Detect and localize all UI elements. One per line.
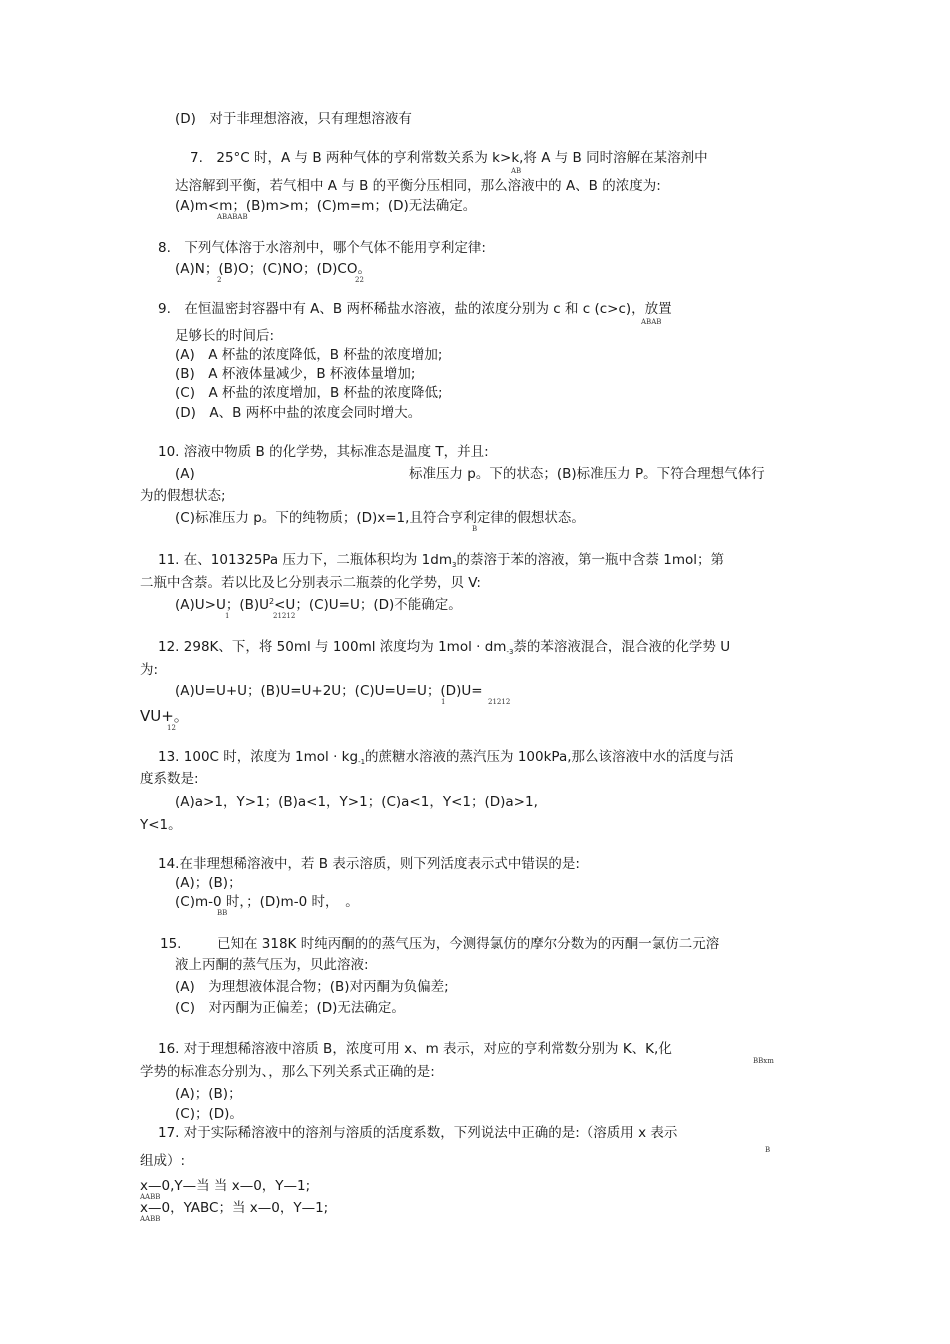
q17-option-1-subscript: AABB	[140, 1193, 161, 1201]
q14-subscript: BB	[217, 909, 228, 917]
q12-stem: 12. 298K、下，将 50ml 与 100ml 浓度均为 $1mol \cdot dm_{-3}$萘的苯溶液混合，混合液的化学势 U	[158, 639, 731, 656]
q16-subscript: BBxm	[753, 1057, 774, 1065]
q7-options-subscript: ABABAB	[217, 213, 248, 221]
q9-stem-cont: 足够长的时间后:	[175, 328, 275, 344]
q12-options-cont: VU+。	[140, 707, 189, 725]
q11-stem-cont: 二瓶中含萘。若以比及匕分别表示二瓶萘的化学势，贝 V:	[140, 575, 481, 591]
q8-stem: 8. 下列气体溶于水溶剂中，哪个气体不能用亨利定律:	[158, 240, 486, 256]
q10-options-cd: (C)标准压力 p。下的纯物质；(D)x=1,且符合亨利定律的假想状态。	[175, 510, 585, 526]
q7-subscript: AB	[511, 167, 522, 175]
q10-options-cont: 为的假想状态;	[140, 488, 226, 504]
q10-options-ab: 标准压力 p。下的状态；(B)标准压力 P。下符合理想气体行	[409, 466, 765, 482]
q7-stem-cont: 达溶解到平衡，若气相中 A 与 B 的平衡分压相同，那么溶液中的 A、B 的浓度为:	[175, 178, 661, 194]
q11-subscript-2: 21212	[273, 612, 296, 620]
q15-number: 15.	[160, 936, 182, 952]
q13-stem: 13. 100C 时，浓度为 $1mol \cdot kg_{-1}$的蔗糖水溶液的蒸汽压为 100kPa,那么该溶液中水的活度与活	[158, 749, 734, 766]
q13-options: (A)a>1，Y>1；(B)a<1，Y>1；(C)a<1，Y<1；(D)a>1,	[175, 794, 538, 810]
q17-subscript: B	[765, 1146, 771, 1154]
q8-subscript-2: 22	[355, 276, 364, 284]
q11-subscript-1: 1	[225, 612, 230, 620]
q10-subscript: B	[472, 525, 478, 533]
q12-subscript-1: 1	[441, 698, 446, 706]
q17-stem: 17. 对于实际稀溶液中的溶剂与溶质的活度系数，下列说法中正确的是:（溶质用 x 表示	[158, 1125, 678, 1141]
q6-option-d: (D) 对于非理想溶液，只有理想溶液有	[175, 111, 412, 127]
q7-stem: 7. 25°C 时，A 与 B 两种气体的亨利常数关系为 k>k,将 A 与 B 同时溶解在某溶剂中	[190, 150, 708, 166]
q16-options-cd: (C)；(D)。	[175, 1106, 243, 1122]
q15-stem-cont: 液上丙酮的蒸气压为，贝此溶液:	[175, 957, 369, 973]
q8-options: (A)N；(B)O；(C)NO；(D)CO。	[175, 261, 371, 277]
q13-options-cont: Y<1。	[140, 817, 182, 833]
q15-options-ab: (A) 为理想液体混合物；(B)对丙酮为负偏差;	[175, 979, 449, 995]
q16-stem-cont: 学势的标准态分别为、，那么下列关系式正确的是:	[140, 1064, 435, 1080]
q10-option-a: (A)	[175, 466, 195, 482]
q7-options: (A)m<m；(B)m>m；(C)m=m；(D)无法确定。	[175, 198, 477, 214]
q9-option-d: (D) A、B 两杯中盐的浓度会同时增大。	[175, 405, 422, 421]
q12-cont-subscript: 12	[167, 724, 176, 732]
q16-options-ab: (A)；(B)；	[175, 1086, 242, 1102]
q9-option-a: (A) A 杯盐的浓度降低，B 杯盐的浓度增加;	[175, 347, 443, 363]
q9-option-c: (C) A 杯盐的浓度增加，B 杯盐的浓度降低;	[175, 385, 443, 401]
q15-options-cd: (C) 对丙酮为正偏差；(D)无法确定。	[175, 1000, 405, 1016]
q8-subscript-1: 2	[217, 276, 222, 284]
q9-subscript: ABAB	[641, 318, 662, 326]
q11-options: (A)U>U；$(B)U^2<U$；(C)U=U；(D)不能确定。	[175, 597, 462, 613]
q15-stem: 已知在 318K 时纯丙酮的的蒸气压为，今测得氯仿的摩尔分数为的丙酮一氯仿二元溶	[217, 936, 720, 952]
q13-stem-cont: 度系数是:	[140, 771, 199, 787]
q9-stem: 9. 在恒温密封容器中有 A、B 两杯稀盐水溶液，盐的浓度分别为 c 和 c (c>c)，放置	[158, 301, 672, 317]
q17-stem-cont: 组成）:	[140, 1153, 186, 1169]
q10-stem: 10. 溶液中物质 B 的化学势，其标准态是温度 T，并且:	[158, 444, 489, 460]
q16-stem: 16. 对于理想稀溶液中溶质 B，浓度可用 x、m 表示，对应的亨利常数分别为 K、K,化	[158, 1041, 672, 1057]
q14-stem: 14.在非理想稀溶液中，若 B 表示溶质，则下列活度表示式中错误的是:	[158, 856, 580, 872]
q11-stem: 11. 在、101325Pa 压力下，二瓶体积均为 $1dm_3$的萘溶于苯的溶液，第一瓶中含萘 1mol；第	[158, 552, 725, 569]
q9-option-b: (B) A 杯液体量减少，B 杯液体量增加;	[175, 366, 416, 382]
q14-options-ab: (A)；(B)；	[175, 875, 242, 891]
q17-option-line-2: x—0，YABC；当 x—0，Y—1;	[140, 1200, 329, 1216]
q17-option-2-subscript: AABB	[140, 1215, 161, 1223]
q17-option-line-1: x—0,Y—当 当 x—0，Y—1;	[140, 1178, 311, 1194]
q14-options-cd: (C)m-0 时，；(D)m-0 时， 。	[175, 894, 359, 910]
q12-stem-cont: 为:	[140, 662, 159, 678]
q12-options: (A)U=U+U；(B)U=U+2U；(C)U=U=U；(D)U=	[175, 683, 483, 699]
q12-subscript-2: 21212	[488, 698, 511, 706]
